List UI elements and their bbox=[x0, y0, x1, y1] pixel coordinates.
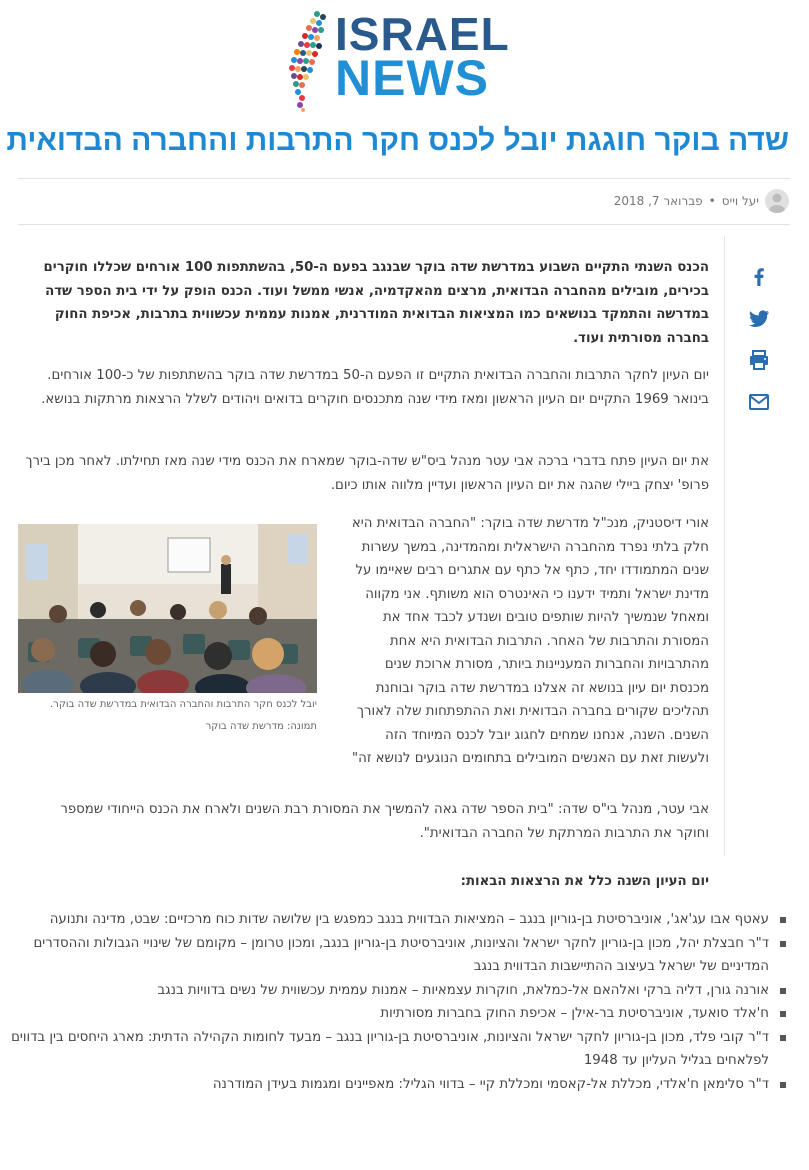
israel-map-icon bbox=[285, 8, 331, 112]
print-icon bbox=[747, 348, 771, 372]
print-button[interactable] bbox=[747, 348, 771, 372]
facebook-icon bbox=[747, 264, 771, 288]
meta-divider bbox=[18, 224, 790, 225]
photo-caption: יובל לכנס חקר התרבות והחברה הבדואית במדרשת שדה בוקר. תמונה: מדרשת שדה בוקר bbox=[50, 699, 317, 732]
article-meta bbox=[614, 188, 789, 214]
lecture-item: ח'אלד סואעד, אוניברסיטת בר-אילן – אכיפת החוק בחברות מסורתיות bbox=[0, 1002, 769, 1026]
lectures-heading: יום העיון השנה כלל את הרצאות הבאות: bbox=[460, 874, 709, 889]
author-name[interactable]: יעל וייס bbox=[721, 194, 759, 208]
lecture-item: עאטף אבו עג'אג', אוניברסיטת בן-גוריון בנגב – המציאות הבדווית בנגב כמפגש בין שלושה שדות כוח מרכזיים: שבט, מדינה ותנועה bbox=[0, 908, 769, 932]
article-lead: הכנס השנתי התקיים השבוע במדרשת שדה בוקר שבנגב בפעם ה-50, בהשתתפות 100 אורחים שכללו חוקרים בכירים, מובילים מהחברה הבדואית, מרצים מהאקדמיה, אנשי ממשל ועוד. הכנס הופק על ידי בית הספר שדה במדרשה והתמקד בנושאים כמו המציאות הבדואית המודרנית, אמנות עממית עכשווית בתרבות, אכיפת החוק בחברה מסורתית ועוד. bbox=[43, 260, 709, 346]
lecture-item: אורנה גורן, דליה ברקי ואלהאם אל-כמלאת, חוקרות עצמאיות – אמנות עממית עכשווית של נשים בדוויות בנגב bbox=[0, 979, 769, 1003]
logo-line1: ISRAEL bbox=[335, 8, 510, 60]
conference-photo bbox=[18, 524, 317, 693]
lecture-item: ד"ר חבצלת יהל, מכון בן-גוריון לחקר ישראל והציונות, אוניברסיטת בן-גוריון בנגב, ומכון טרומן – מקומם של שינויי הגבולות וההסדרים המדיניים של ישראל בעיצוב ההתיישבות הבדווית בנגב bbox=[0, 932, 769, 979]
author-avatar[interactable] bbox=[765, 189, 789, 213]
article-paragraph-1: יום העיון לחקר התרבות והחברה הבדואית התקיים זו הפעם ה-50 במדרשת שדה בוקר בהשתתפות של כ-100 אורחים. בינואר 1969 התקיים יום העיון הראשון ומאז מידי שנה מתכנסים חוקרים בדואים ויהודים לשלל הרצאות מרתקות בנושא. bbox=[41, 368, 709, 407]
twitter-icon bbox=[747, 306, 771, 330]
share-bar bbox=[724, 236, 791, 856]
facebook-share-button[interactable] bbox=[747, 264, 771, 288]
twitter-share-button[interactable] bbox=[747, 306, 771, 330]
article-title: שדה בוקר חוגגת יובל לכנס חקר התרבות והחברה הבדואית bbox=[6, 124, 789, 157]
top-divider bbox=[18, 178, 790, 179]
lecture-item: ד"ר סלימאן ח'אלדי, מכללת אל-קאסמי ומכללת קיי – בדווי הגליל: מאפיינים ומגמות בעידן המודרנה bbox=[0, 1073, 769, 1097]
email-share-button[interactable] bbox=[747, 390, 771, 414]
article-photo[interactable] bbox=[18, 524, 317, 693]
article-paragraph-2: את יום העיון פתח בדברי ברכה אבי עטר מנהל ביס"ש שדה-בוקר שמארח את הכנס מידי שנה מאז תחילתו. לאחר מכן בירך פרופ' יצחק ביילי שהגה את יום העיון הראשון ועדיין מלווה אותו כיום. bbox=[25, 454, 709, 493]
user-icon bbox=[765, 189, 789, 213]
email-icon bbox=[747, 390, 771, 414]
article-paragraph-4: אבי עטר, מנהל בי"ס שדה: "בית הספר שדה גאה להמשיך את המסורת רבת השנים ולארח את הכנס הייחודי שמספר וחוקר את התרבות המרתקת של החברה הבדואית". bbox=[60, 802, 709, 841]
lectures-list bbox=[0, 908, 789, 1096]
lecture-item: ד"ר קובי פלד, מכון בן-גוריון לחקר ישראל והציונות, אוניברסיטת בן-גוריון בנגב – מבעד לחומות הקהילה הדתית: מארג היחסים בין בדווים לפלאחים בגליל העליון עד 1948 bbox=[0, 1026, 769, 1073]
publish-date: פברואר 7, 2018 bbox=[613, 194, 703, 208]
meta-separator: • bbox=[708, 194, 716, 208]
site-logo[interactable] bbox=[285, 8, 515, 112]
article-paragraph-3: אורי דיסטניק, מנכ"ל מדרשת שדה בוקר: "החברה הבדואית היא חלק בלתי נפרד מהחברה הישראלית ומהמדינה, במשך עשרות שנים המתמודדו יחד, כתף אל כתף עם אתגרים רבים שאיימו על מדינת ישראל ותמיד ידענו כי האינטרס הוא משותף. אני מקווה ומאחל שנמשיך להיות שותפים טובים ושנדע לכבד אחד את המסורת והתרבות של האחר. התרבות הבדואית היא אחת מהתרבויות והחברות המעניינות ביותר, מסורת ארוכת שנים מכנסת יום עיון בנושא זה אצלנו במדרשת שדה בוקר ובוחנת תהליכים שקורים בחברה הבדואית ואת ההתפתחות שלה לאורך השנים. השנה, אנחנו שמחים לחגוג יובל לכנס המיוחד הזה ולעשות זאת עם האנשים המובילים בתחומים הנוגעים לנושא זה" bbox=[351, 516, 709, 766]
logo-line2: NEWS bbox=[335, 50, 489, 106]
